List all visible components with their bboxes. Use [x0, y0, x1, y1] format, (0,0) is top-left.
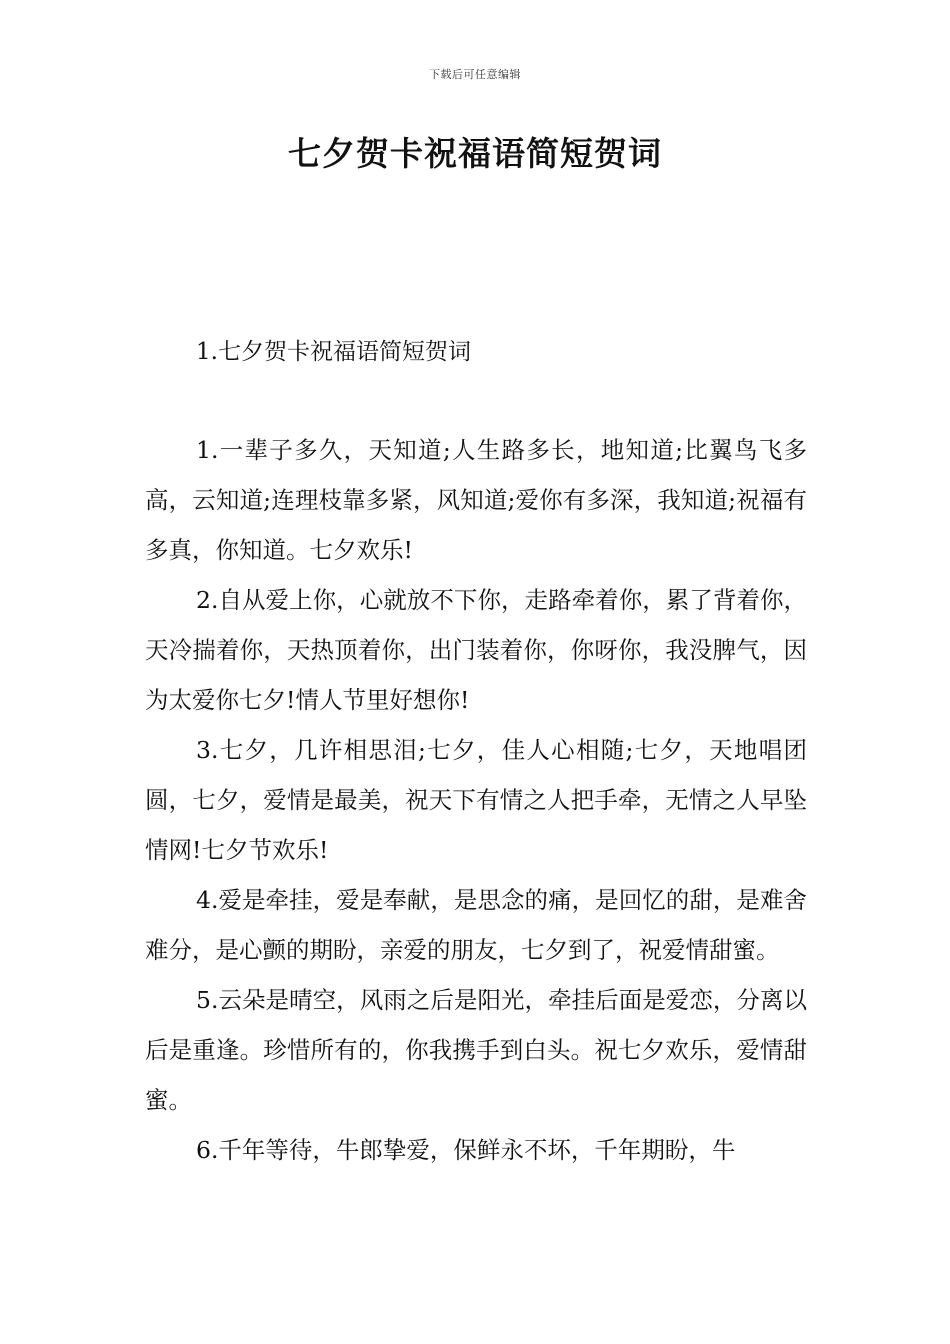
section-heading: 1.七夕贺卡祝福语简短贺词: [196, 339, 471, 365]
paragraph-1: 1.一辈子多久，天知道;人生路多长，地知道;比翼鸟飞多高，云知道;连理枝靠多紧，风知道;爱你有多深，我知道;祝福有多真，你知道。七夕欢乐!: [145, 436, 807, 564]
document-title: 七夕贺卡祝福语简短贺词: [288, 134, 662, 173]
paragraph-4: 4.爱是牵挂，爱是奉献，是思念的痛，是回忆的甜，是难舍难分，是心颤的期盼，亲爱的朋友，七夕到了，祝爱情甜蜜。: [145, 886, 807, 964]
paragraph-3: 3.七夕，几许相思泪;七夕，佳人心相随;七夕，天地唱团圆，七夕，爱情是最美，祝天下有情之人把手牵，无情之人早坠情网!七夕节欢乐!: [145, 736, 807, 864]
paragraph-6: 6.千年等待，牛郎挚爱，保鲜永不坏，千年期盼，牛: [196, 1136, 736, 1164]
header-note: 下载后可任意编辑: [429, 68, 521, 81]
paragraph-5: 5.云朵是晴空，风雨之后是阳光，牵挂后面是爱恋，分离以后是重逢。珍惜所有的，你我携手到白头。祝七夕欢乐，爱情甜蜜。: [145, 986, 807, 1114]
document-body: [145, 425, 807, 1244]
paragraph-2: 2.自从爱上你，心就放不下你，走路牵着你，累了背着你，天冷揣着你，天热顶着你，出门装着你，你呀你，我没脾气，因为太爱你七夕!情人节里好想你!: [145, 586, 807, 714]
